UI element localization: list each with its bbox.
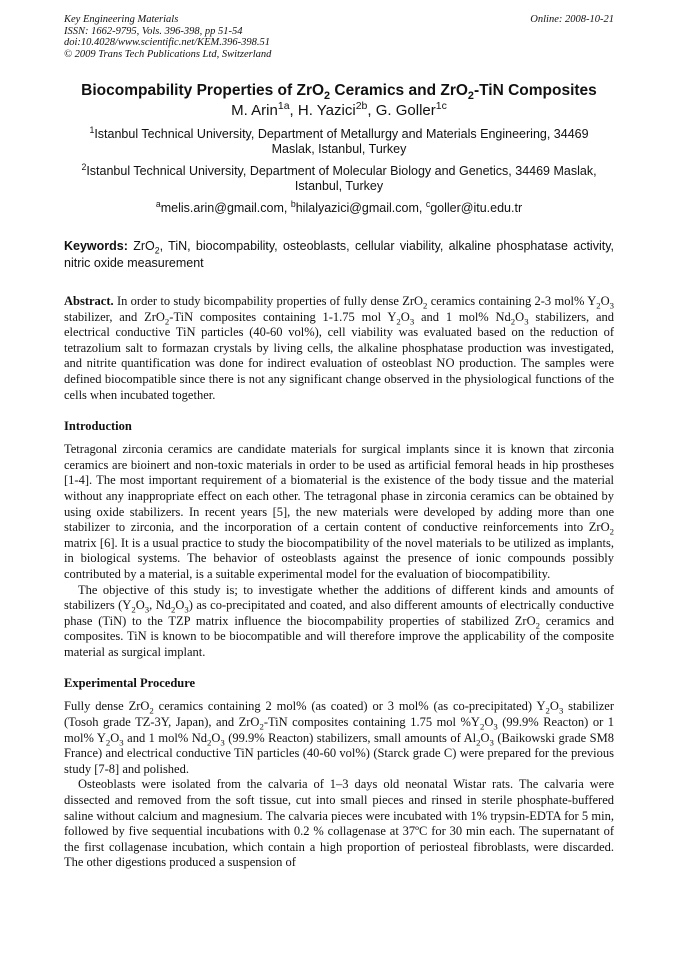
author-name: H. Yazici xyxy=(297,102,356,119)
paper-title: Biocompability Properties of ZrO$_2$ Ceramics and ZrO$_2$-TiN Composites xyxy=(81,82,597,103)
section-heading-introduction: Introduction xyxy=(64,419,132,434)
author-name: G. Goller xyxy=(375,102,436,119)
introduction-paragraph-2: The objective of this study is; to investigate whether the additions of different kinds and amounts of stabilizers ($Y_2O_3$, $Nd_2O_3$) as co-precipitated and coated, and also different amounts of electrically conductive phase (TiN) to the TZP matrix influence the biocompability properties of stabilized ZrO$_2$ ceramics and composites. TiN is known to be biocompatible and will therefore improve the applicability of the composite material as surgical implant. xyxy=(64,582,614,659)
author-list: M. Arin$^{1a}$, H. Yazici$^{2b}$, G. Goller$^{1c}$ xyxy=(231,100,447,119)
issn-line: ISSN: 1662-9795, Vols. 396-398, pp 51-54 xyxy=(64,25,243,37)
email-address: hilalyazici@gmail.com xyxy=(295,201,419,215)
email-list: $^a$melis.arin@gmail.com, $^b$hilalyazici@gmail.com, $^c$goller@itu.edu.tr xyxy=(155,198,523,215)
online-date: Online: 2008-10-21 xyxy=(530,14,614,25)
author-name: M. Arin xyxy=(231,102,278,119)
running-header xyxy=(64,14,614,60)
email-address: melis.arin@gmail.com xyxy=(160,201,284,215)
section-heading-experimental: Experimental Procedure xyxy=(64,676,196,691)
email-address: goller@itu.edu.tr xyxy=(430,201,523,215)
copyright-line: © 2009 Trans Tech Publications Ltd, Switzerland xyxy=(64,48,272,60)
affiliation-1: $^1$Istanbul Technical University, Department of Metallurgy and Materials Engineering, 34469 Maslak, Istanbul, Turkey xyxy=(89,124,589,156)
abstract-label: Abstract. xyxy=(64,294,114,308)
abstract: Abstract. In order to study bicompability properties of fully dense ZrO$_2$ ceramics containing 2-3 mol% $Y_2O_3$ stabilizer, and ZrO$_2$-TiN composites containing 1-1.75 mol $Y_2O_3$ and 1 mol% $Nd_2O_3$ stabilizers, and electrical conductive TiN particles (40-60 vol%), cell viability was evaluated based on the reduction of tetrazolium salt to formazan crystals by living cells, the alkaline phosphatase production was investigated, and nitrite quantification was done for indirect evaluation of osteoblast NO production. The samples were defined biocompatible since there is not any significant change observed in the physiological functions of the cells when incubated together. xyxy=(64,294,615,402)
experimental-paragraph-2: Osteoblasts were isolated from the calvaria of 1–3 days old neonatal Wistar rats. The calvaria were dissected and removed from the soft tissue, cut into small pieces and rinsed in sterile phosphate-buffered saline without calcium and magnesium. The calvaria pieces were incubated with 1% trypsin-EDTA for 5 min, followed by five sequential incubations with 0.2 % collagenase at 37ºC for 30 min each. The supernatant of the first collagenase incubation, which contain a high proportion of periosteal fibroblasts, were discarded. The other digestions produced a suspension of xyxy=(64,777,614,870)
doi-line: doi:10.4028/www.scientific.net/KEM.396-398.51 xyxy=(64,37,270,48)
journal-name: Key Engineering Materials xyxy=(64,14,179,25)
keywords-label: Keywords: xyxy=(64,239,128,253)
experimental-paragraph-1: Fully dense ZrO$_2$ ceramics containing 2 mol% (as coated) or 3 mol% (as co-precipitated) $Y_2O_3$ stabilizer (Tosoh grade TZ-3Y, Japan), and ZrO$_2$-TiN composites containing 1.75 mol $\%Y_2O_3$ (99.9% Reacton) or 1 mol% $Y_2O_3$ and 1 mol% $Nd_2O_3$ (99.9% Reacton) stabilizers, small amounts of $Al_2O_3$ (Baikowski grade SM8 France) and electrical conductive TiN particles (40-60 vol%) (Starck grade C) were prepared for the previous study [7-8] and polished. xyxy=(64,699,614,776)
introduction-paragraph-1: Tetragonal zirconia ceramics are candidate materials for surgical implants since it is known that zirconia ceramics are bioinert and non-toxic materials in order to be used as artificial femoral heads in hip prostheses [1-4]. The most important requirement of a biomaterial is the existence of the body tissue and the material without any inappropriate effect on each other. The tetragonal phase in zirconia ceramics can be obtained by using oxide stabilizers. In recent years [5], the new materials were developed by adding more than one stabilizer to zirconia, and the incorporation of a certain content of conductive reinforcements into ZrO$_2$ matrix [6]. It is a usual practice to study the biocompatibility of the novel materials to be utilized as implants, in biological systems. The behavior of osteoblasts against the presence of ionic compounds possibly contributed by a material, is a suitable experimental model for the evaluation of biocompatibility. xyxy=(64,442,614,581)
affiliation-2: $^2$Istanbul Technical University, Department of Molecular Biology and Genetics, 34469 Maslak, Istanbul, Turkey xyxy=(81,161,597,193)
keywords: Keywords: ZrO$_2$, TiN, biocompability, osteoblasts, cellular viability, alkaline phosphatase activity, nitric oxide measurement xyxy=(64,239,614,270)
